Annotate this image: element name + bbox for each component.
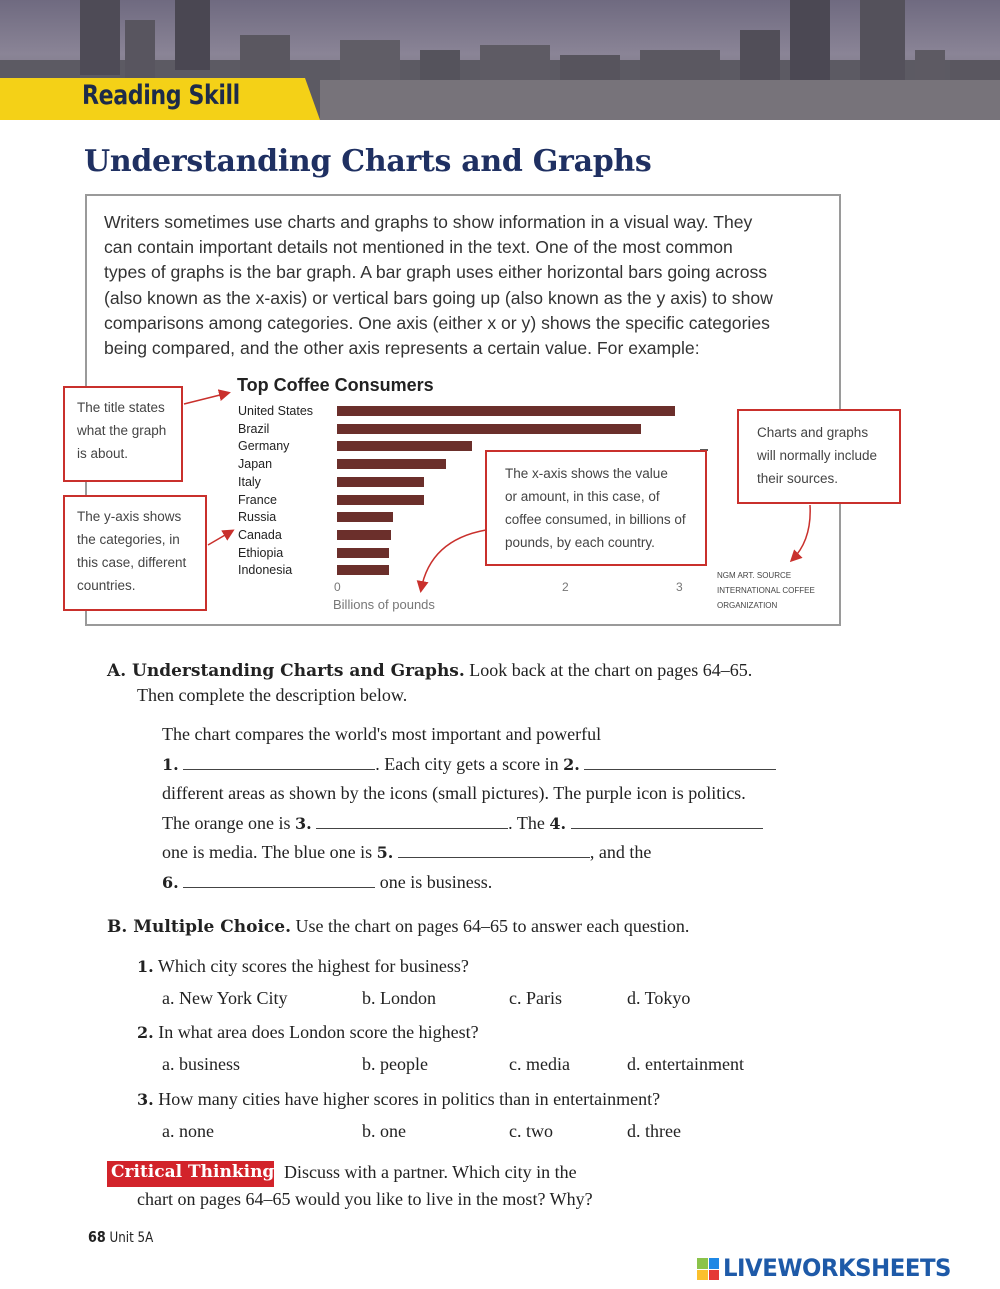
section-a-title: A. Understanding Charts and Graphs. xyxy=(107,661,465,681)
question-1 xyxy=(137,956,469,977)
category-label: Brazil xyxy=(238,421,270,436)
source-line: NGM ART. SOURCE xyxy=(717,571,792,580)
option-3d[interactable]: d. three xyxy=(627,1121,681,1141)
question-number: 1. xyxy=(137,957,154,976)
option-2d[interactable]: d. entertainment xyxy=(627,1054,744,1074)
fill-line: different areas as shown by the icons (small pictures). The purple icon is politics. xyxy=(162,783,746,803)
blank-4-input[interactable] xyxy=(571,811,763,829)
callout-line: Charts and graphs xyxy=(757,425,869,440)
source-line: INTERNATIONAL COFFEE xyxy=(717,586,815,595)
liveworksheets-icon xyxy=(697,1258,719,1280)
source-line: ORGANIZATION xyxy=(717,601,778,610)
section-b-title: B. Multiple Choice. xyxy=(107,917,292,937)
section-b-instruction: Use the chart on pages 64–65 to answer each question. xyxy=(295,916,690,936)
x-tick-label: 0 xyxy=(334,580,341,594)
category-label: Italy xyxy=(238,474,261,489)
blank-number: 6. xyxy=(162,872,179,892)
section-b-heading xyxy=(107,916,689,937)
callout-line: The x-axis shows the value xyxy=(505,466,668,481)
option-3b[interactable]: b. one xyxy=(362,1121,406,1141)
logo-square xyxy=(697,1258,708,1269)
category-label: United States xyxy=(238,404,314,418)
fill-text: one is media. The blue one is xyxy=(162,842,373,862)
callout-x-axis xyxy=(485,450,707,566)
fill-text: , and the xyxy=(589,842,652,862)
intro-line: types of graphs is the bar graph. A bar graph uses either horizontal bars going across xyxy=(104,262,768,283)
option-2a[interactable]: a. business xyxy=(162,1054,240,1074)
x-tick-label: 2 xyxy=(562,580,569,594)
logo-square xyxy=(709,1258,720,1269)
callout-y-axis xyxy=(63,495,207,611)
callout-line: the categories, in xyxy=(77,532,180,547)
callout-line: coffee consumed, in billions of xyxy=(505,512,686,527)
fill-text: The orange one is xyxy=(162,812,291,833)
category-label: Russia xyxy=(238,510,277,525)
logo-square xyxy=(697,1270,708,1281)
intro-line: Writers sometimes use charts and graphs to show information in a visual way. They xyxy=(104,212,753,232)
critical-thinking-text: Discuss with a partner. Which city in the xyxy=(284,1162,577,1182)
option-2c[interactable]: c. media xyxy=(509,1054,570,1074)
intro-line: being compared, and the other axis represents a certain value. For example: xyxy=(104,338,700,359)
question-number: 2. xyxy=(137,1023,154,1042)
section-a-instruction: Look back at the chart on pages 64–65. xyxy=(469,660,753,680)
option-1b[interactable]: b. London xyxy=(362,988,436,1008)
callout-line: or amount, in this case, of xyxy=(505,489,660,504)
callout-line: their sources. xyxy=(757,471,839,486)
callout-line: The title states xyxy=(77,400,165,415)
category-label: Japan xyxy=(238,457,273,472)
callout-line: is about. xyxy=(77,446,129,461)
page-title: Understanding Charts and Graphs xyxy=(84,144,652,179)
critical-thinking-text-2: chart on pages 64–65 would you like to live in the most? Why? xyxy=(137,1189,593,1209)
x-axis-label: Billions of pounds xyxy=(333,597,435,612)
callout-line: what the graph xyxy=(77,423,167,438)
section-a-instruction-2: Then complete the description below. xyxy=(137,685,408,705)
fill-line xyxy=(162,750,842,780)
chart-title: Top Coffee Consumers xyxy=(237,375,434,395)
callout-line: will normally include xyxy=(757,448,878,463)
fill-line: The chart compares the world's most important and powerful xyxy=(162,724,602,744)
liveworksheets-logo xyxy=(697,1254,993,1284)
fill-text: . Each city gets a score in xyxy=(375,753,559,774)
section-label: Reading Skill xyxy=(82,80,240,111)
option-1d[interactable]: d. Tokyo xyxy=(627,988,691,1008)
option-3a[interactable]: a. none xyxy=(162,1121,214,1141)
option-1c[interactable]: c. Paris xyxy=(509,988,562,1008)
fill-line xyxy=(162,868,842,898)
page-number: 68 xyxy=(88,1228,106,1246)
liveworksheets-text: LIVEWORKSHEETS xyxy=(723,1254,951,1282)
fill-in-paragraph xyxy=(162,720,842,897)
question-text: Which city scores the highest for business? xyxy=(157,956,469,976)
callout-sources xyxy=(737,409,901,504)
callout-title xyxy=(63,386,183,482)
question-text: In what area does London score the highest? xyxy=(158,1022,479,1042)
callout-line: pounds, by each country. xyxy=(505,535,655,550)
fill-line xyxy=(162,809,842,839)
blank-6-input[interactable] xyxy=(183,870,375,888)
fill-text: . The xyxy=(508,812,545,833)
question-2 xyxy=(137,1022,479,1043)
option-2b[interactable]: b. people xyxy=(362,1054,428,1074)
blank-number: 3. xyxy=(294,813,312,833)
category-label: Germany xyxy=(238,439,290,454)
blank-3-input[interactable] xyxy=(316,811,508,829)
fill-line xyxy=(162,838,842,868)
option-3c[interactable]: c. two xyxy=(509,1121,553,1141)
question-3 xyxy=(137,1089,660,1110)
category-label: Indonesia xyxy=(238,563,293,578)
blank-number: 5. xyxy=(376,843,394,862)
critical-thinking-label: Critical Thinking xyxy=(111,1162,275,1182)
section-a-heading xyxy=(107,660,752,681)
category-label: Canada xyxy=(238,527,282,542)
page-footer xyxy=(88,1228,153,1246)
intro-line: can contain important details not mentioned in the text. One of the most common xyxy=(104,237,733,258)
blank-number: 2. xyxy=(563,754,580,774)
fill-text: one is business. xyxy=(379,871,493,892)
x-tick-label: 3 xyxy=(676,580,683,594)
question-text: How many cities have higher scores in politics than in entertainment? xyxy=(158,1089,661,1109)
callout-line: this case, different xyxy=(77,555,187,570)
blank-2-input[interactable] xyxy=(584,752,776,770)
intro-line: (also known as the x-axis) or vertical bars going up (also known as the y axis) to show xyxy=(104,287,773,308)
blank-number: 1. xyxy=(162,754,179,774)
blank-1-input[interactable] xyxy=(183,752,375,770)
unit-label: Unit 5A xyxy=(109,1230,154,1246)
intro-line: comparisons among categories. One axis (either x or y) shows the specific categories xyxy=(104,312,770,333)
category-label: France xyxy=(238,492,277,507)
logo-square xyxy=(709,1270,720,1281)
category-label: Ethiopia xyxy=(238,545,284,560)
blank-number: 4. xyxy=(549,813,567,833)
blank-5-input[interactable] xyxy=(398,840,590,858)
option-1a[interactable]: a. New York City xyxy=(162,988,288,1008)
callout-line: countries. xyxy=(77,578,136,593)
question-number: 3. xyxy=(137,1090,154,1109)
callout-line: The y-axis shows xyxy=(77,509,182,524)
